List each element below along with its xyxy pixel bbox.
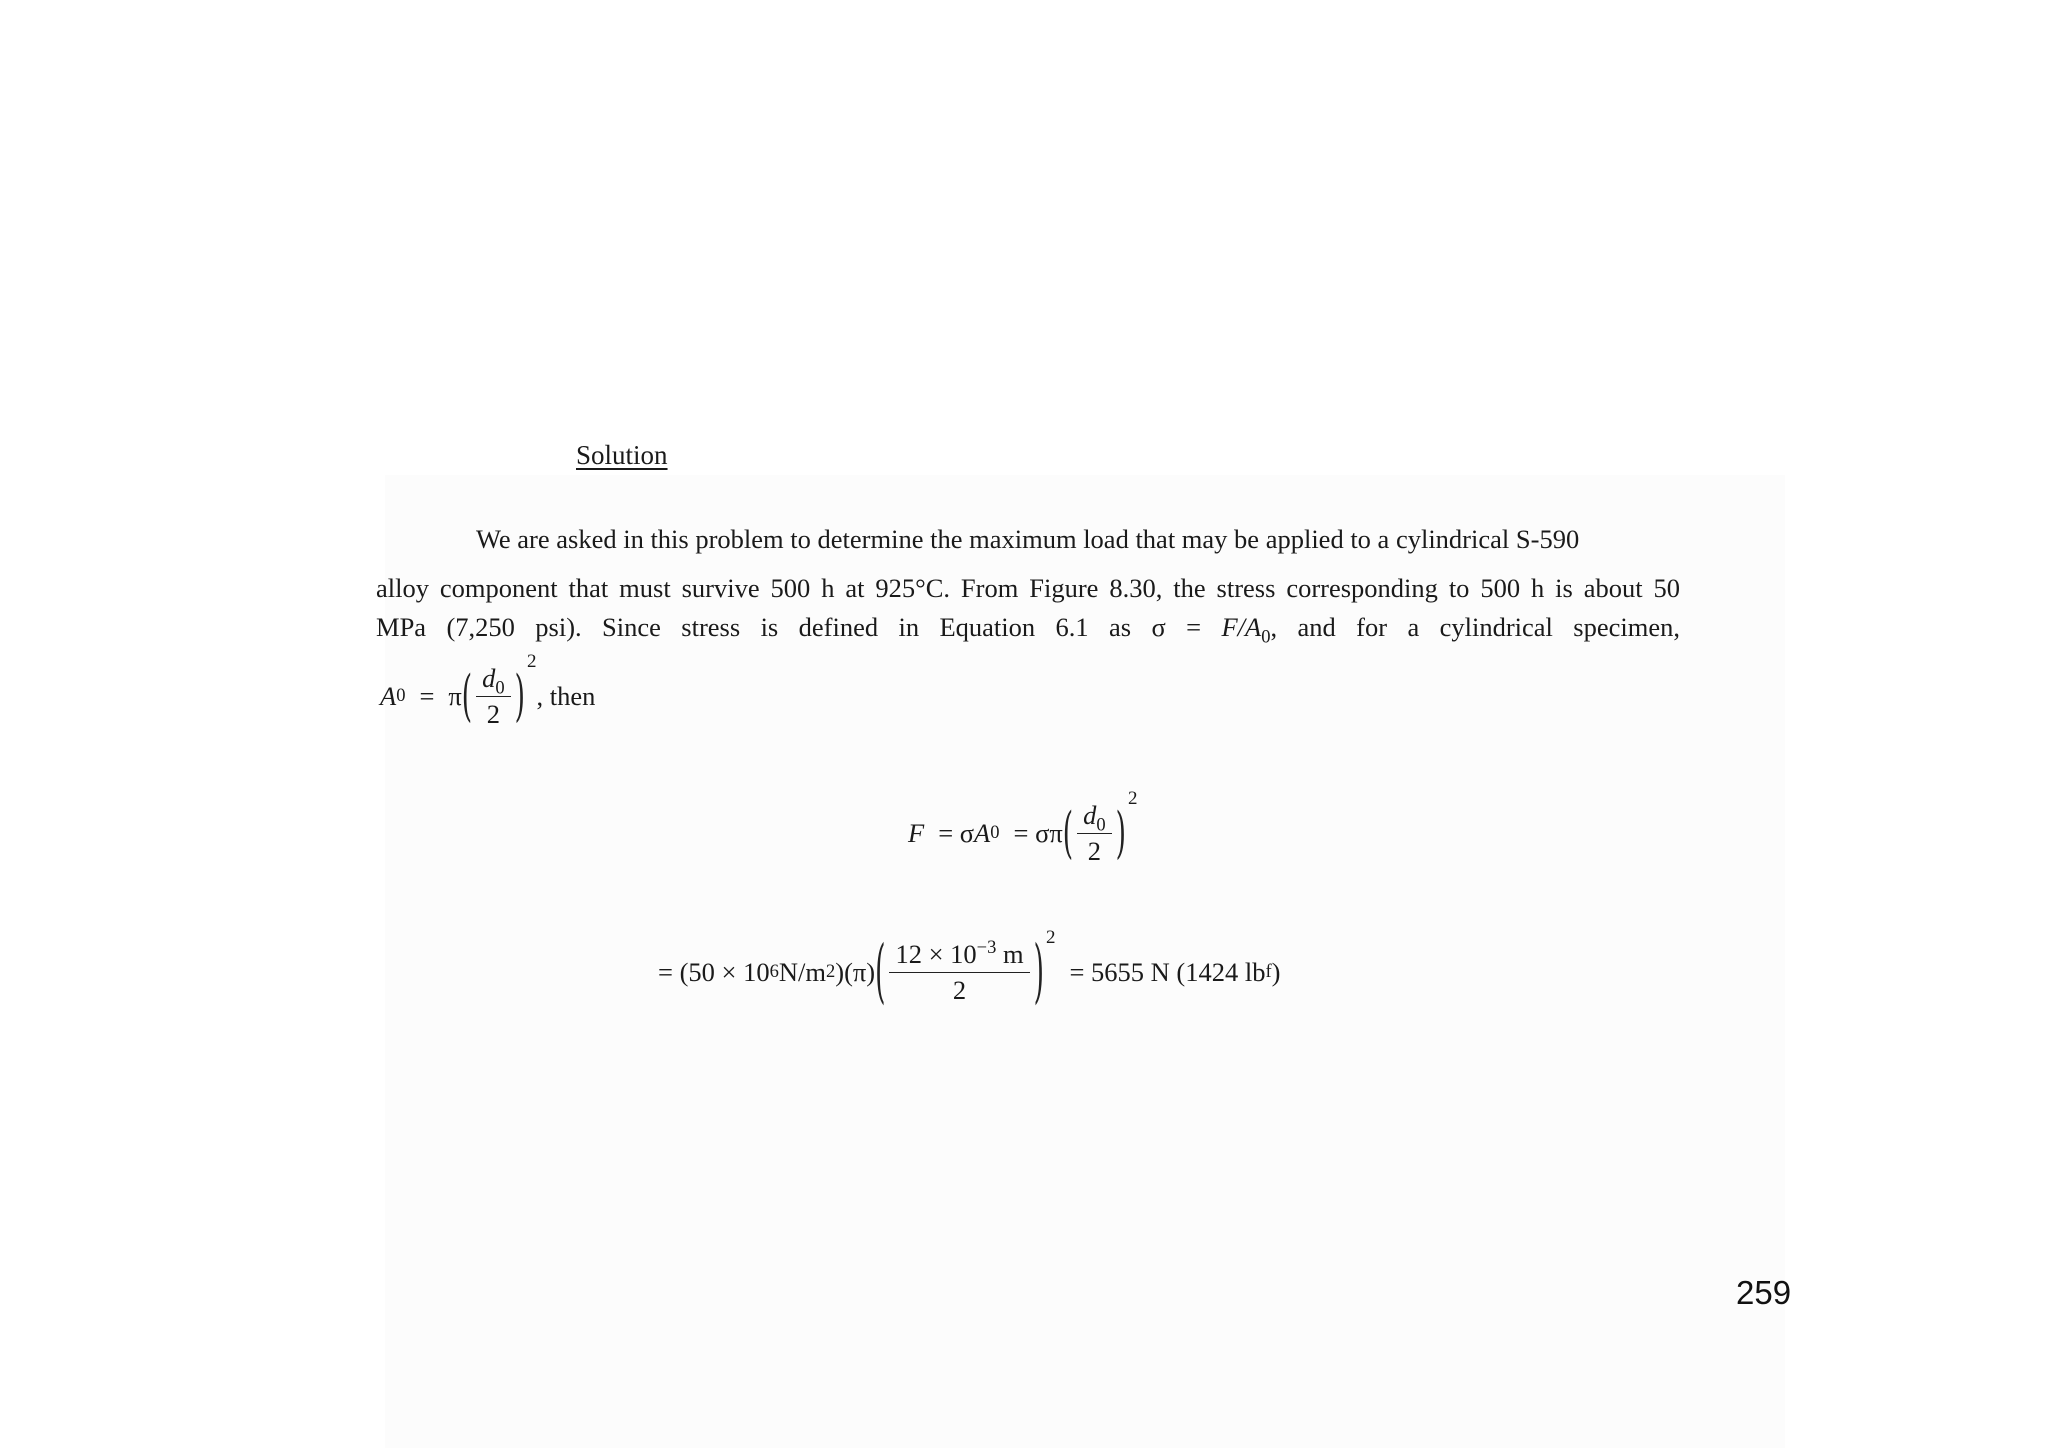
force-fraction	[1077, 800, 1112, 867]
page-number: 259	[1736, 1274, 1792, 1311]
area-tail: , then	[536, 680, 596, 711]
force-denominator: 2	[1087, 835, 1101, 866]
area-equation: A 0 = π ( $\frac{d_0}{2}$ ) 2 , then	[380, 651, 596, 729]
result-equation: = (50 × 10 6 N/m 2 )(π) ( $\frac{12 \times 10^{-3} m}{2}$ ) 2 = 5655 N (1424 lb f )	[658, 927, 1281, 1013]
area-numerator-sub: 0	[495, 676, 505, 698]
area-fraction	[476, 663, 511, 730]
area-denominator: 2	[486, 698, 501, 729]
area-pi: π	[448, 680, 462, 711]
area-lhs: A	[380, 680, 397, 711]
force-eq1: = σ	[938, 817, 975, 848]
force-numerator: d	[1083, 799, 1097, 830]
area-equals: =	[419, 680, 435, 711]
result-numerator-pow: −3	[976, 936, 997, 958]
paragraph-line-1	[376, 526, 1680, 553]
left-paren: (	[875, 931, 886, 1013]
right-paren: )	[1033, 931, 1044, 1013]
force-lhs: F	[908, 817, 925, 848]
result-start: = (50 × 10	[658, 956, 770, 987]
stress-formula-var: F/A	[1221, 612, 1262, 642]
paragraph-line-3-start: MPa (7,250 psi). Since stress is defined in Equation 6.1 as σ =	[376, 612, 1222, 642]
result-exponent: 2	[1045, 927, 1056, 948]
force-exponent: 2	[1127, 788, 1138, 809]
left-paren: (	[461, 663, 473, 729]
force-equation: F = σ A 0 = σπ ( $\frac{d_0}{2}$ ) 2	[908, 788, 1138, 866]
left-paren: (	[1062, 800, 1074, 866]
stress-formula-sub: 0	[1261, 626, 1271, 648]
solution-heading: Solution	[576, 440, 668, 470]
result-unit1: N/m	[778, 956, 826, 987]
paragraph-line-1-text: We are asked in this problem to determine the maximum load that may be applied to a cylindrical S-590	[476, 524, 1580, 554]
force-eq2: = σπ	[1013, 817, 1063, 848]
result-pi: )(π)	[835, 956, 876, 987]
right-paren: )	[514, 663, 525, 729]
result-denominator: 2	[952, 974, 967, 1005]
result-numerator-unit: m	[996, 938, 1024, 969]
result-value-end: )	[1271, 956, 1281, 987]
result-fraction	[889, 936, 1029, 1006]
result-value: = 5655 N (1424 lb	[1069, 956, 1266, 987]
paragraph-line-2: alloy component that must survive 500 h at 925°C. From Figure 8.30, the stress corresponding to 500 h is about 50	[376, 573, 1680, 603]
right-paren: )	[1115, 800, 1126, 866]
paragraph-line-3	[376, 612, 1680, 648]
paragraph-line-3-end: , and for a cylindrical specimen,	[1270, 612, 1680, 642]
force-numerator-sub: 0	[1096, 813, 1106, 835]
area-exponent: 2	[527, 651, 537, 672]
result-numerator: 12 × 10	[895, 938, 977, 969]
area-numerator: d	[482, 662, 496, 693]
force-area: A	[974, 817, 991, 848]
